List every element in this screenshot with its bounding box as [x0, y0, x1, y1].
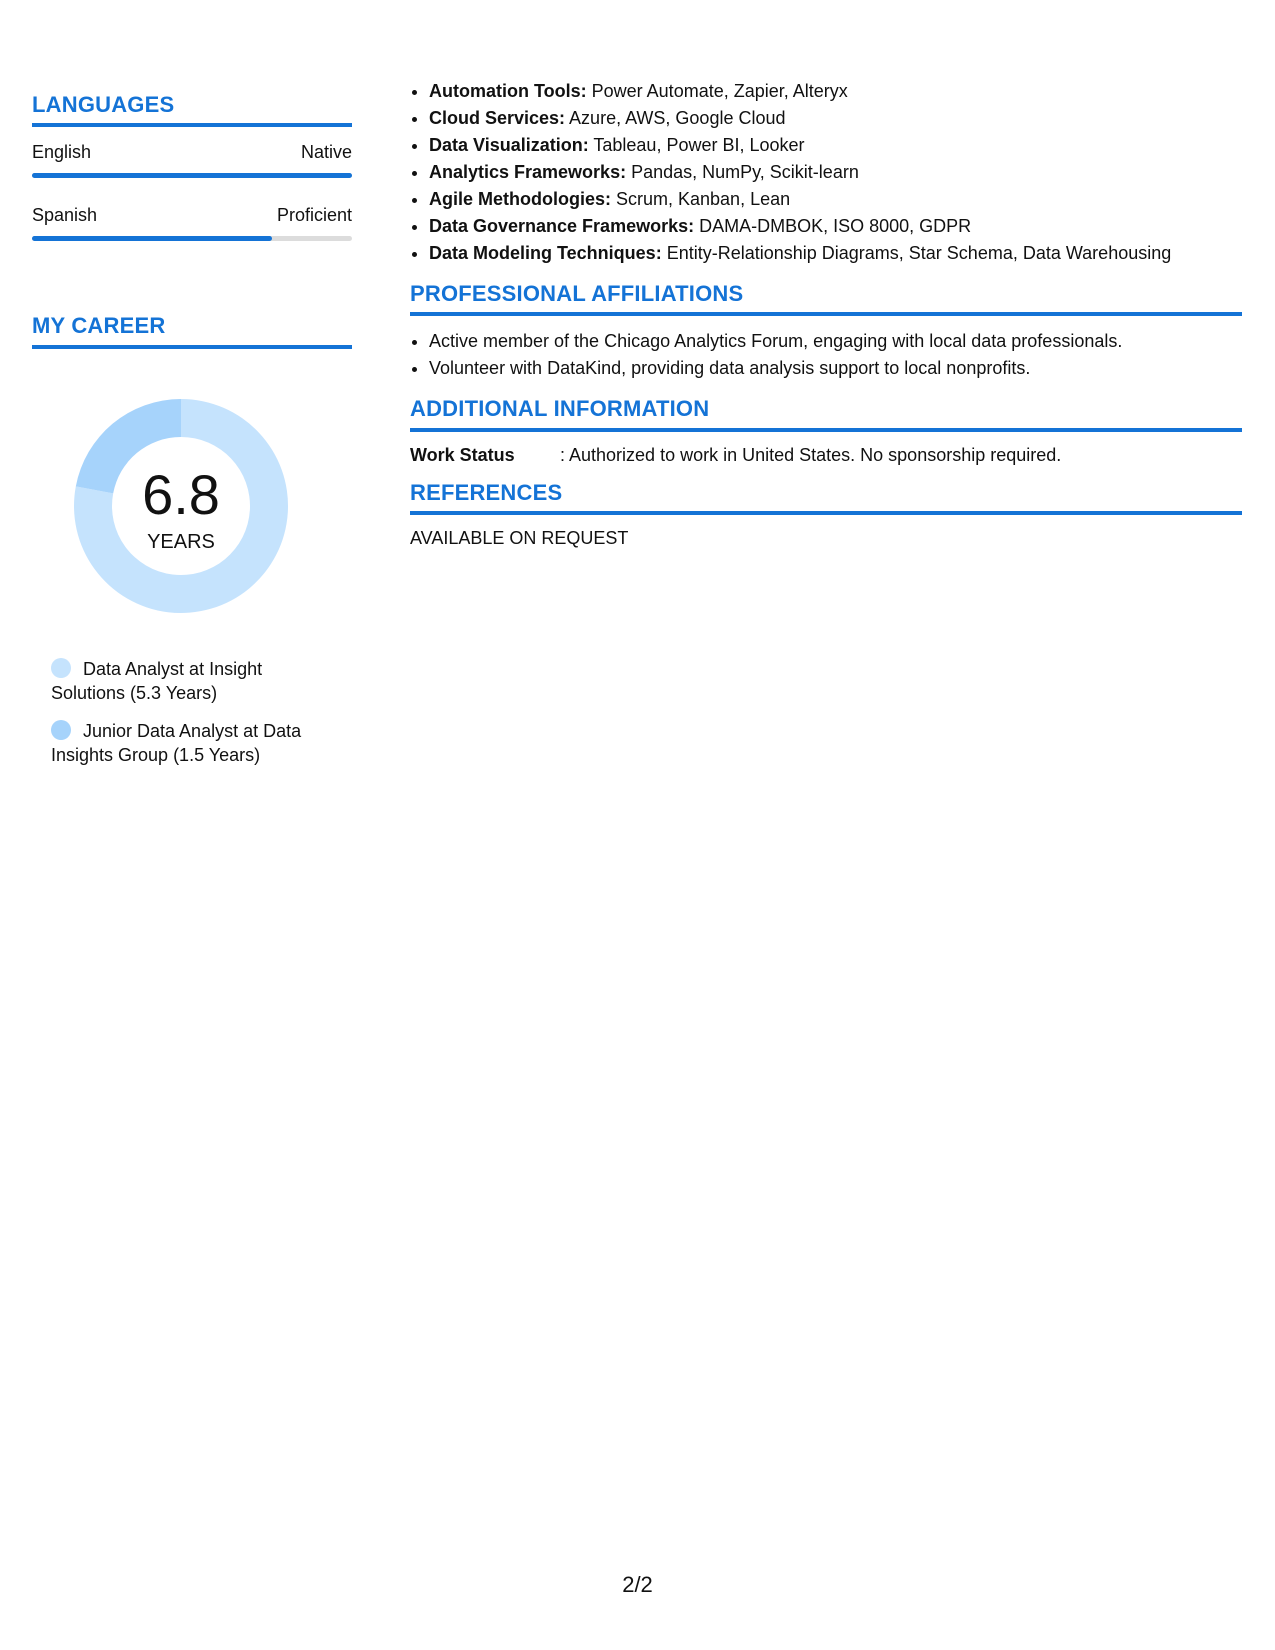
skill-name: Cloud Services: — [429, 108, 566, 128]
languages-section — [32, 92, 352, 241]
skill-value: DAMA-DMBOK, ISO 8000, GDPR — [694, 216, 972, 236]
language-proficiency-fill — [32, 173, 352, 178]
skill-item — [429, 159, 1242, 186]
right-column — [410, 78, 1242, 549]
left-column — [32, 92, 352, 781]
language-proficiency-bar — [32, 236, 352, 241]
legend-label: Data Analyst at Insight Solutions (5.3 Years) — [51, 658, 263, 703]
skill-value: Azure, AWS, Google Cloud — [565, 108, 786, 128]
language-name: English — [32, 142, 92, 163]
work-status-value: : Authorized to work in United States. No sponsorship required. — [560, 444, 1062, 465]
skill-value: Scrum, Kanban, Lean — [611, 189, 791, 209]
work-status-label: Work Status — [410, 444, 515, 465]
additional-info-title: ADDITIONAL INFORMATION — [410, 396, 1242, 431]
affiliation-item: • Active member of the Chicago Analytics Forum, engaging with local data professionals. — [429, 328, 1242, 355]
affiliation-item: • Volunteer with DataKind, providing data analysis support to local nonprofits. — [429, 355, 1242, 382]
legend-dot — [51, 720, 71, 740]
skill-item — [429, 240, 1242, 267]
skill-value: Tableau, Power BI, Looker — [588, 135, 805, 155]
skill-item — [429, 132, 1242, 159]
skill-name: Data Governance Frameworks: — [429, 216, 695, 236]
career-total-years: 6.8 — [142, 462, 220, 526]
additional-info-section — [410, 396, 1242, 465]
skill-name: Data Modeling Techniques: — [429, 243, 662, 263]
language-level: Proficient — [276, 205, 352, 226]
skill-value: Pandas, NumPy, Scikit-learn — [626, 162, 859, 182]
skills-list — [410, 78, 1242, 267]
legend-item — [51, 719, 341, 767]
career-title: MY CAREER — [32, 313, 352, 348]
career-years-unit: YEARS — [147, 530, 215, 553]
career-section — [32, 313, 352, 766]
languages-title: LANGUAGES — [32, 92, 352, 127]
language-name: Spanish — [32, 205, 98, 226]
language-item — [32, 204, 352, 241]
legend-dot — [51, 658, 71, 678]
skill-name: Agile Methodologies: — [429, 189, 611, 209]
language-proficiency-fill — [32, 236, 272, 241]
skill-item — [429, 213, 1242, 240]
page-number: 2/2 — [622, 1572, 653, 1597]
skill-value: Power Automate, Zapier, Alteryx — [586, 81, 848, 101]
language-proficiency-bar — [32, 173, 352, 178]
skill-item — [429, 78, 1242, 105]
legend-label: Junior Data Analyst at Data Insights Group (1.5 Years) — [51, 720, 302, 765]
skill-item — [429, 105, 1242, 132]
skill-item — [429, 186, 1242, 213]
affiliations-list — [410, 328, 1242, 382]
affiliations-title: PROFESSIONAL AFFILIATIONS — [410, 281, 1242, 316]
references-title: REFERENCES — [410, 480, 1242, 515]
legend-item — [51, 657, 341, 705]
skill-name: Automation Tools: — [429, 81, 587, 101]
career-donut-chart — [66, 391, 296, 621]
work-status-row — [410, 444, 1242, 466]
skill-value: Entity-Relationship Diagrams, Star Schema, Data Warehousing — [661, 243, 1172, 263]
affiliations-section — [410, 281, 1242, 382]
references-text: AVAILABLE ON REQUEST — [410, 527, 629, 548]
skill-name: Analytics Frameworks: — [429, 162, 627, 182]
career-legend — [51, 657, 352, 767]
skill-name: Data Visualization: — [429, 135, 589, 155]
language-item — [32, 141, 352, 178]
references-section — [410, 480, 1242, 549]
language-level: Native — [300, 142, 352, 163]
